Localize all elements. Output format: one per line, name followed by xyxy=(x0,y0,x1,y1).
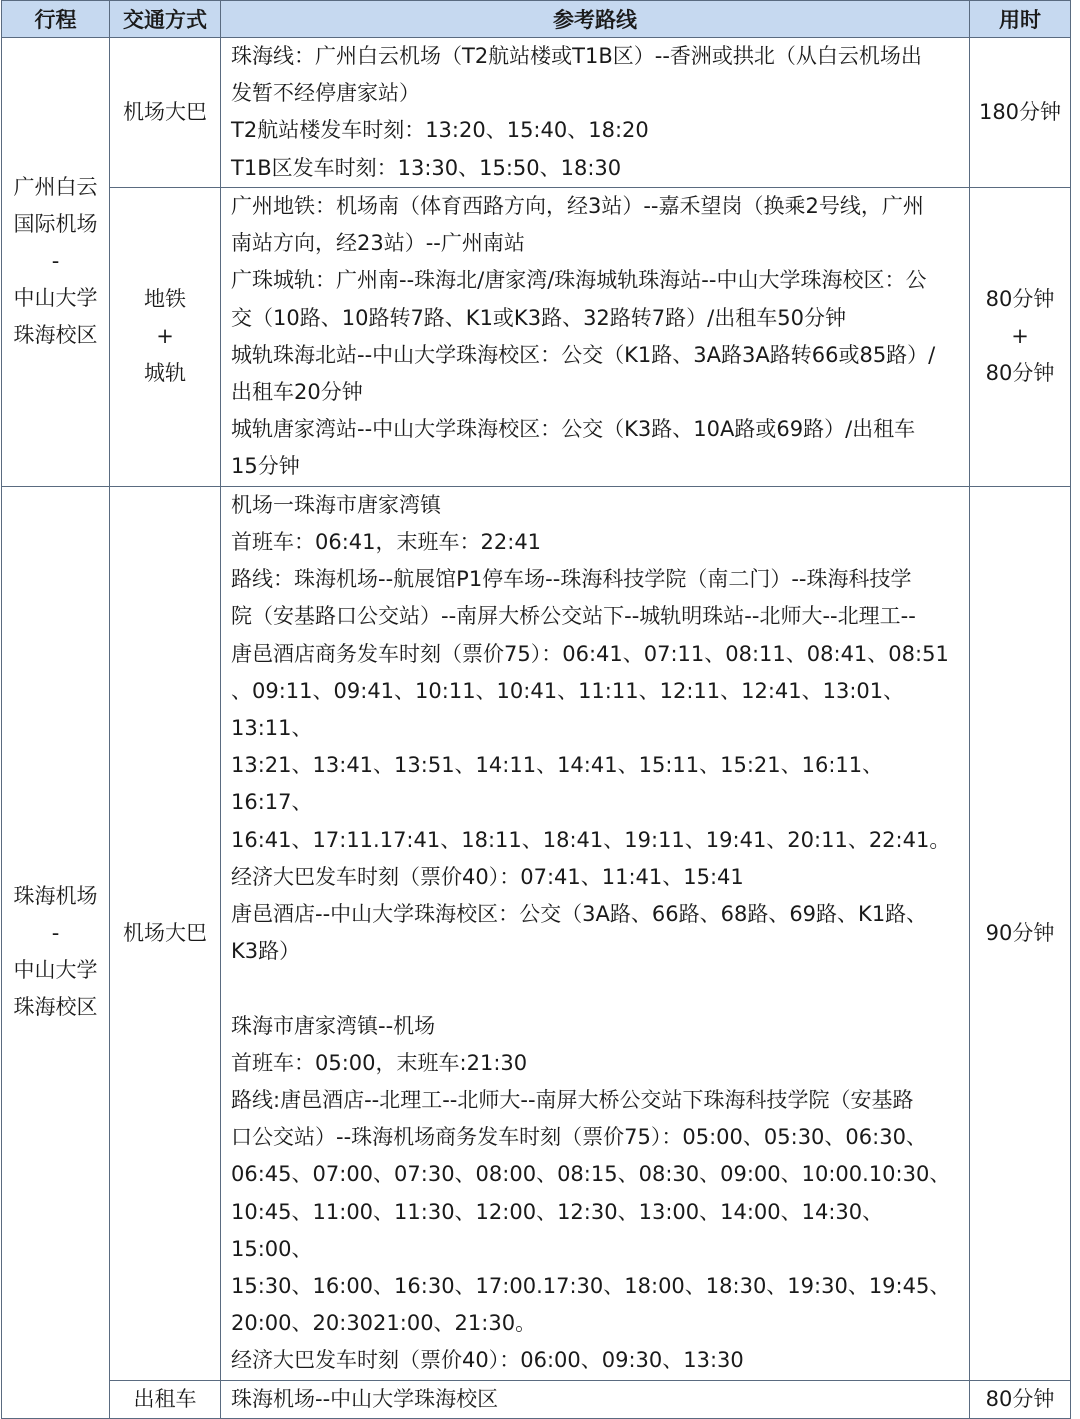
mode-line: 城轨 xyxy=(144,361,186,386)
time-line: 80分钟 xyxy=(985,1386,1055,1411)
trip-line: 中山大学 xyxy=(13,286,98,311)
time-cell xyxy=(970,38,1071,188)
mode-cell-airport-bus xyxy=(110,486,221,1380)
mode-cell-airport-bus xyxy=(110,38,221,188)
header-trip: 行程 xyxy=(2,1,110,38)
route-line: 经济大巴发车时刻（票价40）：07:41、11:41、15:41 xyxy=(231,864,744,889)
route-line: 院（安基路口公交站）--南屏大桥公交站下--城轨明珠站--北师大--北理工-- xyxy=(231,604,916,629)
route-line: 经济大巴发车时刻（票价40）：06:00、09:30、13:30 xyxy=(231,1348,744,1373)
mode-cell-taxi xyxy=(110,1380,221,1418)
trip-line: 国际机场 xyxy=(13,212,98,237)
route-line: 06:45、07:00、07:30、08:00、08:15、08:30、09:00、10:00.10:30、 xyxy=(231,1162,951,1187)
route-line: 城轨唐家湾站--中山大学珠海校区：公交（K3路、10A路或69路）/出租车 xyxy=(231,417,916,442)
route-line: 发暂不经停唐家站） xyxy=(231,81,420,106)
trip-cell-zhuhai xyxy=(2,486,110,1418)
route-line: 首班车：06:41，末班车：22:41 xyxy=(231,530,542,555)
trip-line: - xyxy=(51,249,60,274)
mode-line: + xyxy=(156,324,174,349)
route-line: 珠海市唐家湾镇--机场 xyxy=(231,1013,436,1038)
route-line: 16:41、17:11.17:41、18:11、18:41、19:11、19:41、20:11、22:41。 xyxy=(231,827,951,852)
time-cell xyxy=(970,1380,1071,1418)
time-cell xyxy=(970,486,1071,1380)
time-line: + xyxy=(1011,324,1029,349)
trip-line: 珠海机场 xyxy=(13,884,98,909)
route-line xyxy=(231,970,961,1007)
route-line: K3路） xyxy=(231,939,301,964)
route-line: 珠海线：广州白云机场（T2航站楼或T1B区）--香洲或拱北（从白云机场出 xyxy=(231,44,922,68)
route-line: 交（10路、10路转7路、K1或K3路、32路转7路）/出租车50分钟 xyxy=(231,305,846,330)
route-cell xyxy=(221,486,970,1380)
time-line: 180分钟 xyxy=(978,99,1062,124)
trip-line: - xyxy=(51,921,60,946)
route-line: 路线：珠海机场--航展馆P1停车场--珠海科技学院（南二门）--珠海科技学 xyxy=(231,567,912,592)
header-time: 用时 xyxy=(970,1,1071,38)
trip-line: 珠海校区 xyxy=(13,323,98,348)
table-row xyxy=(2,38,1071,188)
route-line: 机场一珠海市唐家湾镇 xyxy=(231,492,441,517)
route-line: 、09:11、09:41、10:11、10:41、11:11、12:11、12:41、13:01、13:11、 xyxy=(231,678,905,741)
route-line: 20:00、20:3021:00、21:30。 xyxy=(231,1311,537,1336)
route-line: 出租车20分钟 xyxy=(231,380,363,405)
route-line: 广珠城轨：广州南--珠海北/唐家湾/珠海城轨珠海站--中山大学珠海校区：公 xyxy=(231,268,927,293)
route-line: 口公交站）--珠海机场商务发车时刻（票价75）：05:00、05:30、06:30、 xyxy=(231,1125,927,1150)
route-cell xyxy=(221,1380,970,1418)
time-line: 80分钟 xyxy=(985,287,1055,312)
transport-table xyxy=(1,0,1071,1419)
table-row xyxy=(2,187,1071,486)
route-line: 首班车：05:00，末班车:21:30 xyxy=(231,1050,528,1075)
table-row xyxy=(2,486,1071,1380)
trip-line: 珠海校区 xyxy=(13,995,98,1020)
route-line: 15分钟 xyxy=(231,454,300,479)
mode-cell-metro-rail xyxy=(110,187,221,486)
route-line: 唐邑酒店--中山大学珠海校区：公交（3A路、66路、68路、69路、K1路、 xyxy=(231,902,928,927)
route-line: T2航站楼发车时刻：13:20、15:40、18:20 xyxy=(231,118,649,143)
header-mode: 交通方式 xyxy=(110,1,221,38)
route-line: 珠海机场--中山大学珠海校区 xyxy=(231,1386,499,1411)
route-line: 广州地铁：机场南（体育西路方向，经3站）--嘉禾望岗（换乘2号线，广州 xyxy=(231,194,924,218)
route-line: 路线:唐邑酒店--北理工--北师大--南屏大桥公交站下珠海科技学院（安基路 xyxy=(231,1088,914,1113)
route-line: 15:30、16:00、16:30、17:00.17:30、18:00、18:30、19:30、19:45、 xyxy=(231,1274,951,1299)
route-cell xyxy=(221,187,970,486)
route-line: 城轨珠海北站--中山大学珠海校区：公交（K1路、3A路3A路转66或85路）/ xyxy=(231,342,936,367)
mode-line: 机场大巴 xyxy=(123,99,207,124)
mode-line: 出租车 xyxy=(133,1386,197,1411)
time-cell xyxy=(970,187,1071,486)
trip-line: 中山大学 xyxy=(13,958,98,983)
route-line: 南站方向，经23站）--广州南站 xyxy=(231,231,525,256)
trip-cell-guangzhou xyxy=(2,38,110,487)
trip-line: 广州白云 xyxy=(13,175,98,200)
mode-line: 机场大巴 xyxy=(123,920,207,945)
table-row xyxy=(2,1380,1071,1418)
mode-line: 地铁 xyxy=(144,287,186,312)
header-row xyxy=(2,1,1071,38)
route-line: T1B区发车时刻：13:30、15:50、18:30 xyxy=(231,155,622,180)
header-route: 参考路线 xyxy=(221,1,970,38)
route-cell xyxy=(221,38,970,188)
route-line: 13:21、13:41、13:51、14:11、14:41、15:11、15:21、16:11、16:17、 xyxy=(231,753,884,815)
time-line: 90分钟 xyxy=(985,920,1055,945)
route-line: 唐邑酒店商务发车时刻（票价75）：06:41、07:11、08:11、08:41、08:51 xyxy=(231,641,949,666)
route-line: 10:45、11:00、11:30、12:00、12:30、13:00、14:00、14:30、15:00、 xyxy=(231,1199,884,1261)
time-line: 80分钟 xyxy=(985,361,1055,386)
